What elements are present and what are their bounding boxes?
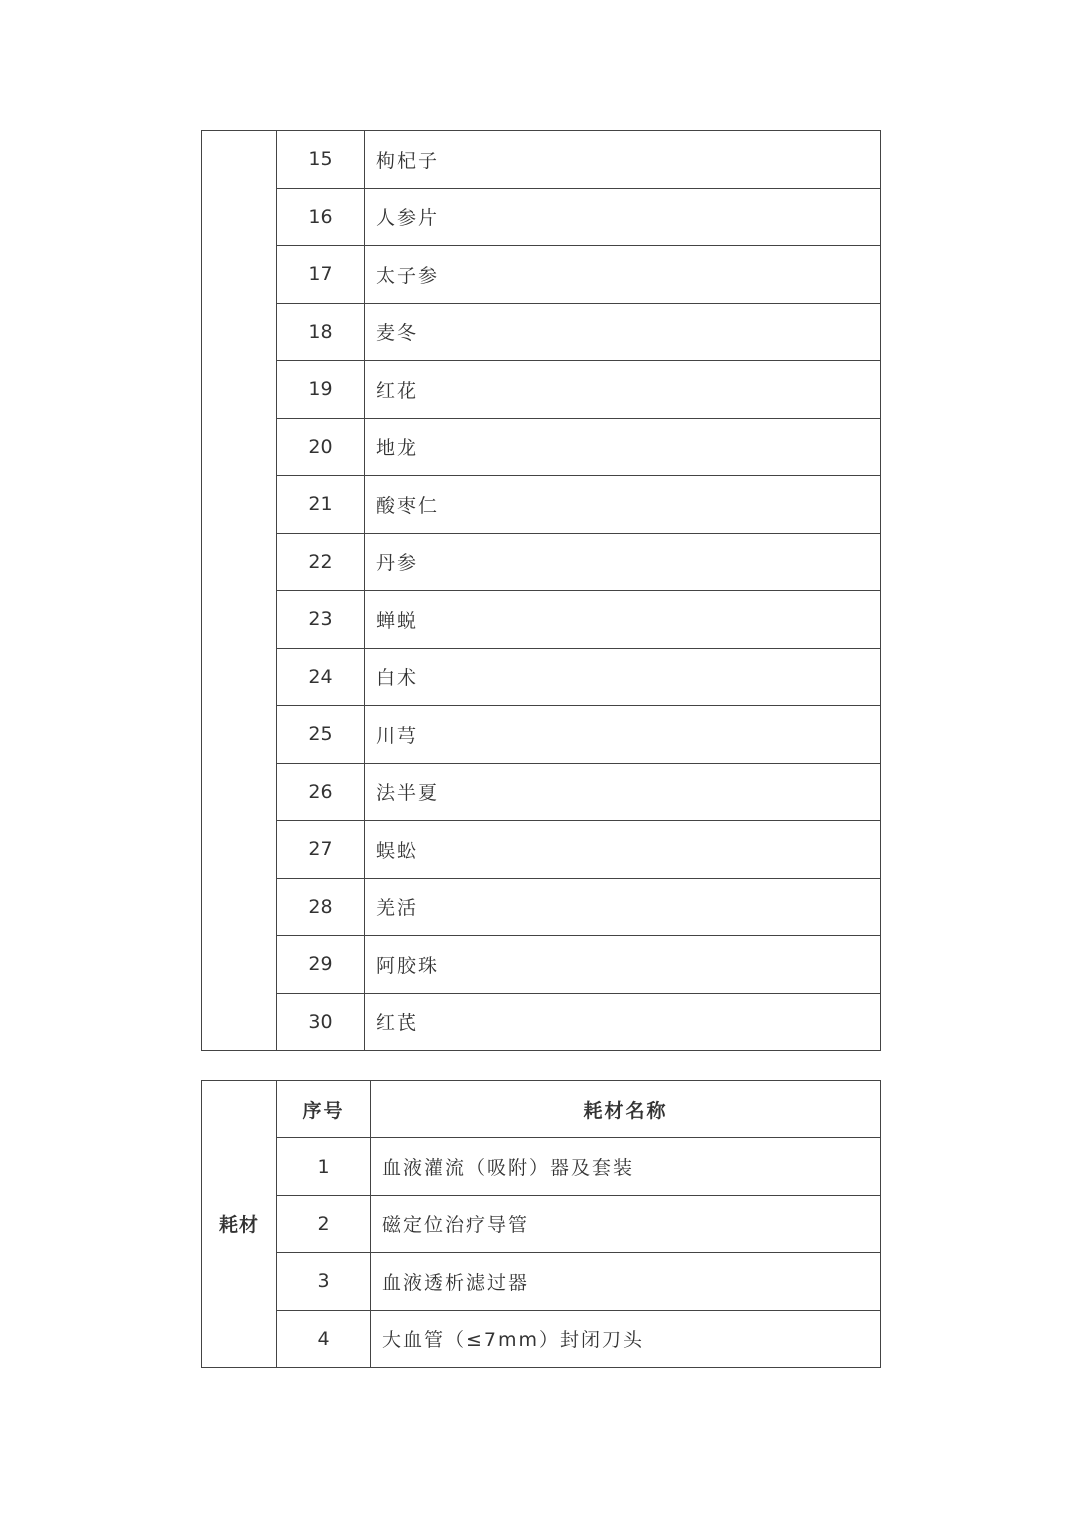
- table-row: [202, 303, 881, 361]
- herb-name: 阿胶珠: [365, 936, 881, 994]
- table-row: [202, 1138, 881, 1195]
- table-row: [202, 763, 881, 821]
- table-row: [202, 131, 881, 189]
- herb-table: [201, 130, 881, 1051]
- table-row: [202, 418, 881, 476]
- table-row: [202, 936, 881, 994]
- table-row: [202, 591, 881, 649]
- row-number: 23: [277, 591, 365, 649]
- herb-name: 丹参: [365, 533, 881, 591]
- row-number: 29: [277, 936, 365, 994]
- row-number: 21: [277, 476, 365, 534]
- herb-name: 人参片: [365, 188, 881, 246]
- table-row: [202, 821, 881, 879]
- table-header-row: [202, 1081, 881, 1138]
- column-header-name: 耗材名称: [371, 1081, 881, 1138]
- table-row: [202, 533, 881, 591]
- herb-name: 蜈蚣: [365, 821, 881, 879]
- herb-name: 红花: [365, 361, 881, 419]
- row-number: 24: [277, 648, 365, 706]
- column-header-number: 序号: [277, 1081, 371, 1138]
- category-label: 耗材: [202, 1081, 277, 1368]
- table-row: [202, 706, 881, 764]
- table-row: [202, 361, 881, 419]
- consumable-name: 大血管（≤7mm）封闭刀头: [371, 1310, 881, 1367]
- herb-name: 枸杞子: [365, 131, 881, 189]
- table-row: [202, 648, 881, 706]
- herb-name: 白术: [365, 648, 881, 706]
- herb-name: 羌活: [365, 878, 881, 936]
- row-number: 3: [277, 1253, 371, 1310]
- herb-name: 法半夏: [365, 763, 881, 821]
- row-number: 27: [277, 821, 365, 879]
- table-row: [202, 1195, 881, 1252]
- row-number: 26: [277, 763, 365, 821]
- herb-name: 川芎: [365, 706, 881, 764]
- table-row: [202, 1310, 881, 1367]
- table-row: [202, 993, 881, 1051]
- category-cell-blank: [202, 131, 277, 1051]
- consumable-name: 血液灌流（吸附）器及套装: [371, 1138, 881, 1195]
- row-number: 1: [277, 1138, 371, 1195]
- row-number: 4: [277, 1310, 371, 1367]
- herb-name: 红芪: [365, 993, 881, 1051]
- herb-name: 酸枣仁: [365, 476, 881, 534]
- table-row: [202, 246, 881, 304]
- row-number: 18: [277, 303, 365, 361]
- row-number: 20: [277, 418, 365, 476]
- herb-name: 太子参: [365, 246, 881, 304]
- row-number: 30: [277, 993, 365, 1051]
- row-number: 16: [277, 188, 365, 246]
- row-number: 25: [277, 706, 365, 764]
- herb-name: 蝉蜕: [365, 591, 881, 649]
- table-row: [202, 878, 881, 936]
- row-number: 22: [277, 533, 365, 591]
- table-row: [202, 188, 881, 246]
- consumable-name: 血液透析滤过器: [371, 1253, 881, 1310]
- row-number: 2: [277, 1195, 371, 1252]
- consumables-table: [201, 1080, 881, 1368]
- row-number: 15: [277, 131, 365, 189]
- row-number: 17: [277, 246, 365, 304]
- table-row: [202, 1253, 881, 1310]
- row-number: 28: [277, 878, 365, 936]
- table-row: [202, 476, 881, 534]
- consumable-name: 磁定位治疗导管: [371, 1195, 881, 1252]
- herb-name: 麦冬: [365, 303, 881, 361]
- row-number: 19: [277, 361, 365, 419]
- herb-name: 地龙: [365, 418, 881, 476]
